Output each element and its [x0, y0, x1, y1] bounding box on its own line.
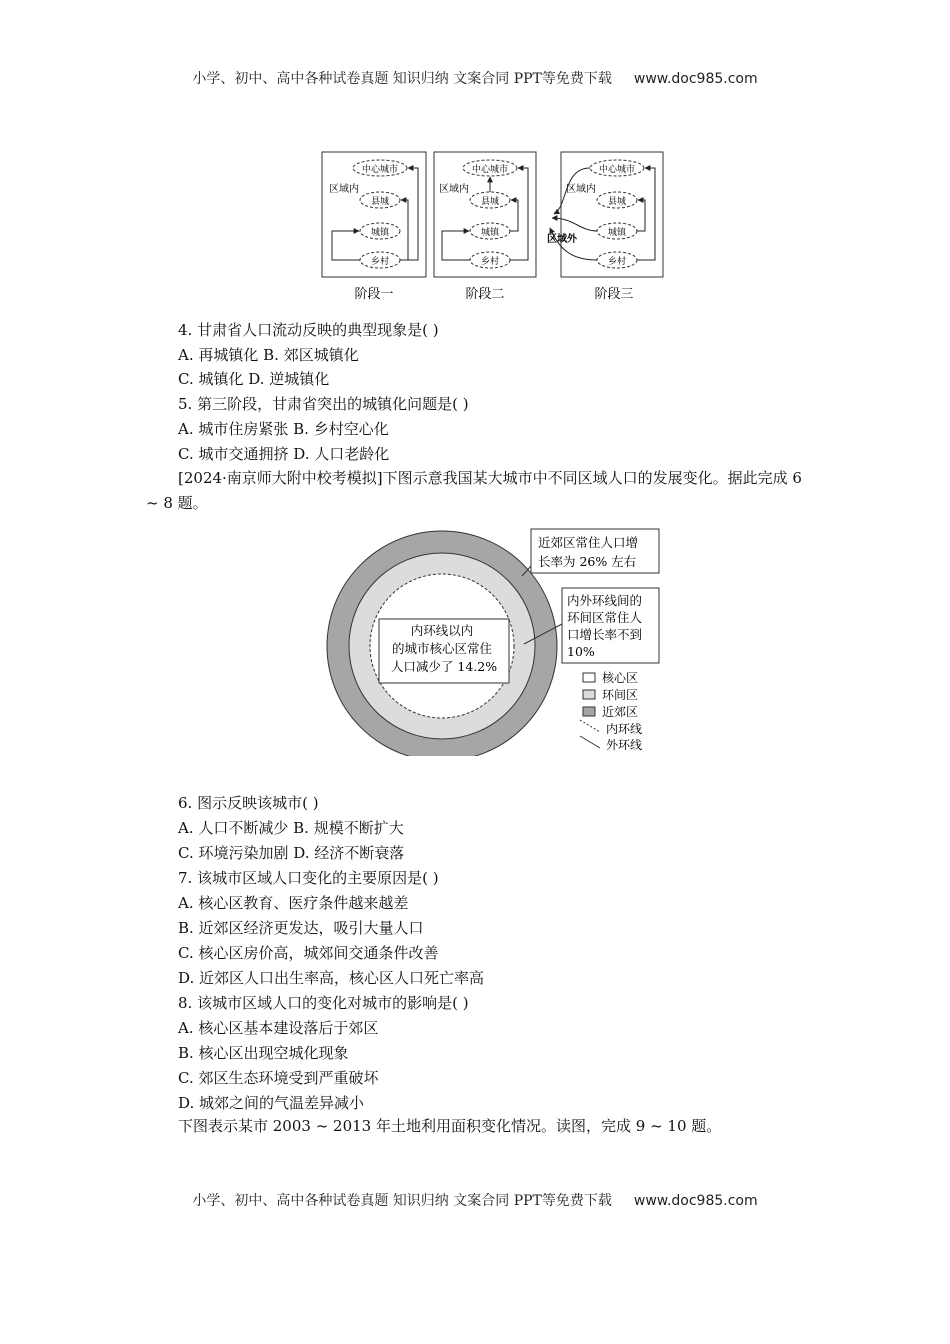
legend-outer: 外环线 [606, 738, 643, 752]
outside-label-3: 区域外 [547, 234, 577, 245]
q5-stem: 5. 第三阶段，甘肃省突出的城镇化问题是( ) [178, 395, 469, 413]
node-village-2: 乡村 [480, 257, 500, 267]
legend-ring: 环间区 [602, 688, 639, 702]
q8-stem: 8. 该城市区域人口的变化对城市的影响是( ) [178, 994, 469, 1012]
node-county-1: 县城 [370, 197, 390, 207]
legend-inner-line [580, 720, 600, 732]
q7-option-c[interactable]: C. 核心区房价高，城郊间交通条件改善 [178, 944, 439, 962]
caption-stage-three: 阶段三 [594, 287, 634, 302]
legend-core: 核心区 [602, 671, 639, 685]
inside-label-1: 区域内 [329, 184, 359, 195]
node-town-2: 城镇 [480, 228, 500, 238]
caption-stage-two: 阶段二 [465, 287, 505, 302]
q5-options-cd[interactable]: C. 城市交通拥挤 D. 人口老龄化 [178, 445, 390, 463]
q6-options-cd[interactable]: C. 环境污染加剧 D. 经济不断衰落 [178, 844, 405, 862]
node-county-3: 县城 [607, 197, 627, 207]
legend-suburb: 近郊区 [602, 705, 639, 719]
q4-stem: 4. 甘肃省人口流动反映的典型现象是( ) [178, 321, 439, 339]
urbanization-stage-diagram [318, 146, 668, 306]
suburb-note: 近郊区常住人口增 长率为 26% 左右 [538, 535, 639, 569]
node-village-1: 乡村 [370, 257, 390, 267]
node-county-2: 县城 [480, 197, 500, 207]
legend-ring-swatch [583, 690, 595, 699]
page-footer [0, 1190, 950, 1210]
stage-two-panel [434, 152, 536, 277]
node-village-3: 乡村 [607, 257, 627, 267]
inside-label-3: 区域内 [566, 184, 596, 195]
legend-suburb-swatch [583, 707, 595, 716]
footer-site[interactable]: www.doc985.com [633, 1193, 758, 1209]
node-center-2: 中心城市 [471, 165, 509, 175]
intro-q6-8: [2024·南京师大附中校考模拟]下图示意我国某大城市中不同区域人口的发展变化。据此完成 6 ~ 8 题。 [146, 469, 802, 512]
q4-options-cd[interactable]: C. 城镇化 D. 逆城镇化 [178, 370, 330, 388]
node-town-1: 城镇 [370, 228, 390, 238]
header-text: 小学、初中、高中各种试卷真题 知识归纳 文案合同 PPT等免费下载 [192, 71, 612, 87]
inside-label-2: 区域内 [439, 184, 469, 195]
legend-core-swatch [583, 673, 595, 682]
q8-option-c[interactable]: C. 郊区生态环境受到严重破坏 [178, 1069, 379, 1087]
q5-options-ab[interactable]: A. 城市住房紧张 B. 乡村空心化 [178, 420, 389, 438]
core-note: 内环线以内 的城市核心区常住 人口减少了 14.2% [390, 623, 498, 674]
ring-legend [580, 670, 642, 752]
q6-options-ab[interactable]: A. 人口不断减少 B. 规模不断扩大 [178, 819, 404, 837]
ring-note: 内外环线间的 环间区常住人 口增长率不到 10% [567, 593, 643, 659]
node-center-1: 中心城市 [361, 165, 399, 175]
q7-stem: 7. 该城市区域人口变化的主要原因是( ) [178, 869, 439, 887]
node-town-3: 城镇 [607, 228, 627, 238]
legend-outer-line [580, 736, 600, 748]
footer-text: 小学、初中、高中各种试卷真题 知识归纳 文案合同 PPT等免费下载 [192, 1193, 612, 1209]
caption-stage-one: 阶段一 [354, 287, 394, 302]
city-ring-diagram [322, 526, 667, 756]
stage-three-panel [547, 152, 663, 277]
q7-option-d[interactable]: D. 近郊区人口出生率高，核心区人口死亡率高 [178, 969, 485, 987]
page-header [0, 68, 950, 88]
q7-option-a[interactable]: A. 核心区教育、医疗条件越来越差 [178, 894, 409, 912]
legend-inner: 内环线 [606, 722, 643, 736]
q4-options-ab[interactable]: A. 再城镇化 B. 郊区城镇化 [178, 346, 359, 364]
q6-stem: 6. 图示反映该城市( ) [178, 794, 319, 812]
header-site[interactable]: www.doc985.com [633, 71, 758, 87]
node-center-3: 中心城市 [598, 165, 636, 175]
q8-option-d[interactable]: D. 城郊之间的气温差异减小 [178, 1094, 365, 1112]
stage-one-panel [322, 152, 426, 277]
q8-option-a[interactable]: A. 核心区基本建设落后于郊区 [178, 1019, 379, 1037]
q7-option-b[interactable]: B. 近郊区经济更发达，吸引大量人口 [178, 919, 424, 937]
q8-option-b[interactable]: B. 核心区出现空城化现象 [178, 1044, 349, 1062]
intro-q9-10: 下图表示某市 2003 ~ 2013 年土地利用面积变化情况。读图，完成 9 ~ 10 题。 [178, 1117, 722, 1135]
